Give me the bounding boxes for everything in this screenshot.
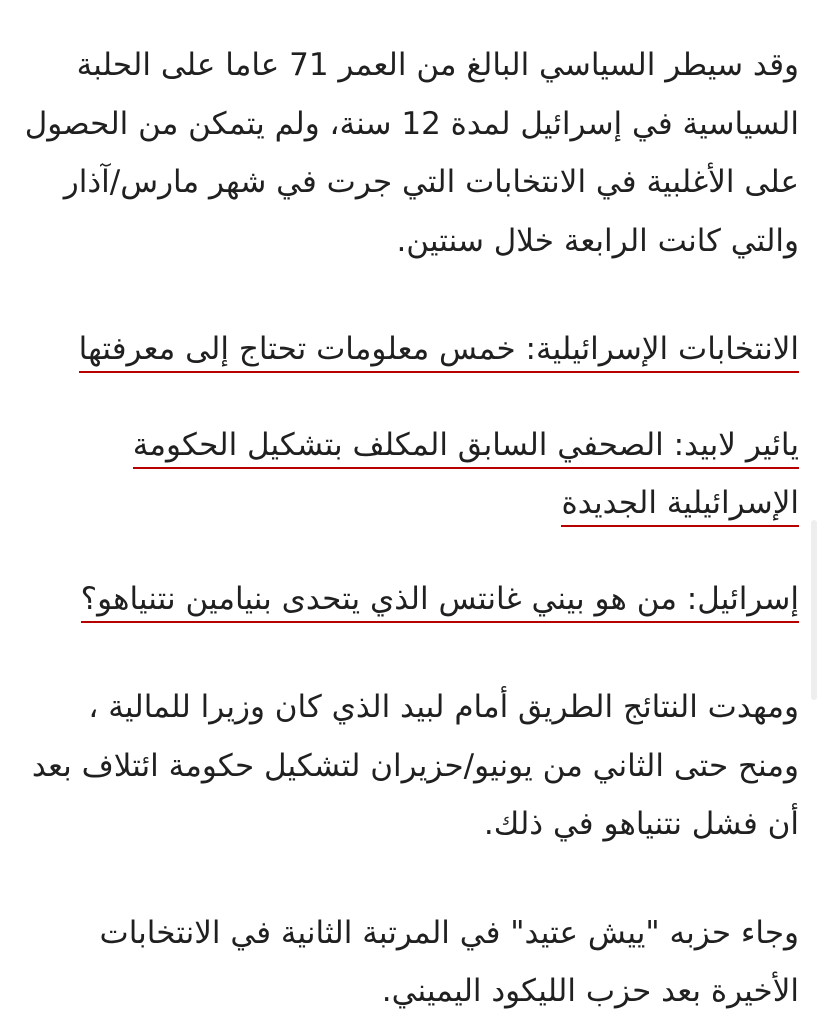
link-spacer bbox=[20, 378, 799, 416]
related-link-label: يائير لابيد: الصحفي السابق المكلف بتشكيل الحكومة الإسرائيلية الجديدة bbox=[133, 427, 799, 527]
related-link-israeli-elections[interactable] bbox=[79, 331, 799, 373]
paragraph-spacer bbox=[20, 628, 799, 678]
related-link-yair-lapid[interactable] bbox=[133, 427, 799, 527]
paragraph-spacer bbox=[20, 854, 799, 904]
related-link-label: الانتخابات الإسرائيلية: خمس معلومات تحتاج إلى معرفتها bbox=[79, 331, 799, 373]
paragraph-spacer bbox=[20, 270, 799, 320]
article-paragraph: وجاء حزبه "ييش عتيد" في المرتبة الثانية في الانتخابات الأخيرة بعد حزب الليكود اليميني. bbox=[99, 914, 799, 1009]
article-body bbox=[20, 36, 799, 1021]
article-paragraph: وقد سيطر السياسي البالغ من العمر 71 عاما على الحلبة السياسية في إسرائيل لمدة 12 سنة، ولم يتمكن من الحصول على الأغلبية في الانتخابات التي جرت في شهر مارس/آذار والتي كانت الرابعة خلال سنتين. bbox=[24, 47, 799, 259]
related-link-benny-gantz[interactable] bbox=[81, 581, 799, 623]
article-paragraph: ومهدت النتائج الطريق أمام لبيد الذي كان وزيرا للمالية ، ومنح حتى الثاني من يونيو/حزيران لتشكيل حكومة ائتلاف بعد أن فشل نتنياهو في ذلك. bbox=[31, 689, 799, 842]
link-spacer bbox=[20, 532, 799, 570]
scrollbar-thumb[interactable] bbox=[811, 520, 817, 700]
related-link-label: إسرائيل: من هو بيني غانتس الذي يتحدى بنيامين نتنياهو؟ bbox=[81, 581, 799, 623]
